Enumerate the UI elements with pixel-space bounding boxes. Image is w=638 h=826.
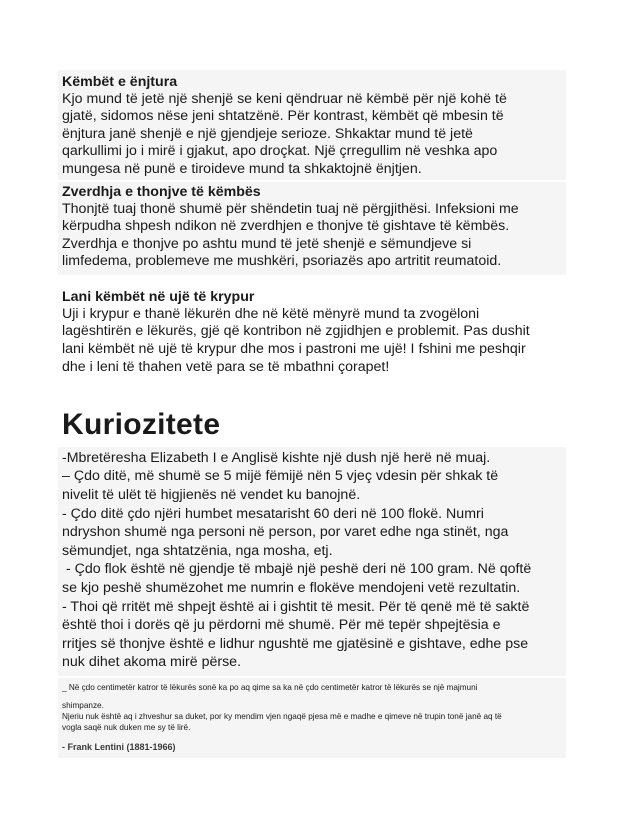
- section-yellow-toenails: [58, 182, 566, 275]
- text-line: - Çdo ditë çdo njëri humbet mesatarisht 60 deri në 100 flokë. Numri: [62, 505, 484, 522]
- text-line: nivelit të ulët të higjienës në vendet ku banojnë.: [62, 487, 361, 504]
- text-line: qarkullimi jo i mirë i gjakut, apo droçkat. Një çrregullim në veshka apo: [62, 143, 498, 160]
- text-line: ndryshon shumë nga personi në person, por varet edhe nga stinët, nga: [62, 524, 509, 541]
- text-line: rritjes së thonjve është e lidhur ngushtë me gjatësinë e gishtave, edhe pse: [62, 635, 529, 652]
- section-title: Zverdhja e thonjve të këmbës: [62, 184, 261, 201]
- text-line: Zverdhja e thonjve po ashtu mund të jetë shenjë e sëmundjeve si: [62, 235, 472, 252]
- footnote-line: shimpanze.: [62, 700, 104, 710]
- footnote-line: vogla saqë nuk duken me sy të lirë.: [62, 722, 191, 732]
- text-line: gjatë, sidomos nëse jeni shtatzënë. Për kontrast, këmbët që mbesin të: [62, 108, 504, 125]
- section-title: Këmbët e ënjtura: [62, 74, 178, 90]
- footnote-line: Njeriu nuk është aq i zhveshur sa duket, por ky mendim vjen ngaqë pjesa më e madhe e qimeve në trupin tonë janë aq të: [62, 711, 502, 721]
- text-line: mungesa në punë e tiroideve mund ta shkaktojnë ënjtjen.: [62, 160, 422, 177]
- footnote-line: _ Në çdo centimetër katror të lëkurës sonë ka po aq qime sa ka në çdo centimetër katror të lëkurës se një majmuni: [62, 682, 478, 692]
- text-line: - Çdo flok është në gjendje të mbajë një peshë deri në 100 gram. Në qoftë: [62, 561, 532, 578]
- text-line: Kjo mund të jetë një shenjë se keni qëndruar në këmbë për një kohë të: [62, 91, 507, 107]
- text-line: lagështirën e lëkurës, gjë që kontribon në zgjidhjen e problemit. Pas dushit: [62, 323, 530, 340]
- text-line: lani këmbët në ujë të krypur dhe mos i pastroni me ujë! I fshini me peshqir: [62, 341, 526, 358]
- text-line: limfedema, problemeve me mushkëri, psoriazës apo artritit reumatoid.: [62, 253, 502, 270]
- attribution: - Frank Lentini (1881-1966): [62, 741, 176, 752]
- text-line: Uji i krypur e thanë lëkurën dhe në këtë mënyrë mund ta zvogëloni: [62, 305, 480, 322]
- text-line: dhe i leni të thahen vetë para se të mbathni çorapet!: [62, 359, 390, 376]
- text-line: kërpudha shpesh ndikon në zverdhjen e thonjve të gishtave të këmbës.: [62, 218, 510, 235]
- text-line: është thoi i dorës që ju përdorni më shumë. Për më tepër shpejtësia e: [62, 617, 501, 634]
- text-line: - Thoi që rritët më shpejt është ai i gishtit të mesit. Për të qenë më të saktë: [62, 598, 530, 615]
- text-line: sëmundjet, nga shtatzënia, nga mosha, etj.: [62, 542, 333, 559]
- text-line: -Mbretëresha Elizabeth I e Anglisë kishte një dush një herë në muaj.: [62, 449, 491, 466]
- text-line: – Çdo ditë, më shumë se 5 mijë fëmijë nën 5 vjeç vdesin për shkak të: [62, 468, 499, 485]
- footnote-block: [58, 678, 566, 758]
- curiosities-title: Kuriozitete: [62, 407, 221, 441]
- text-line: se kjo peshë shumëzohet me numrin e flokëve mendojeni vetë rezultatin.: [62, 580, 521, 596]
- text-line: Thonjtë tuaj thonë shumë për shëndetin tuaj në përgjithësi. Infeksioni me: [62, 201, 519, 218]
- document-page: [62, 70, 566, 758]
- text-line: nuk dihet akoma mirë përse.: [62, 654, 242, 671]
- section-salt-water: [58, 287, 566, 377]
- text-line: ënjtura janë shenjë e një gjendjeje serioze. Shkaktar mund të jetë: [62, 125, 473, 142]
- curiosities-list: [58, 447, 566, 676]
- section-title: Lani këmbët në ujë të krypur: [62, 288, 255, 305]
- section-swollen-feet: [58, 70, 566, 180]
